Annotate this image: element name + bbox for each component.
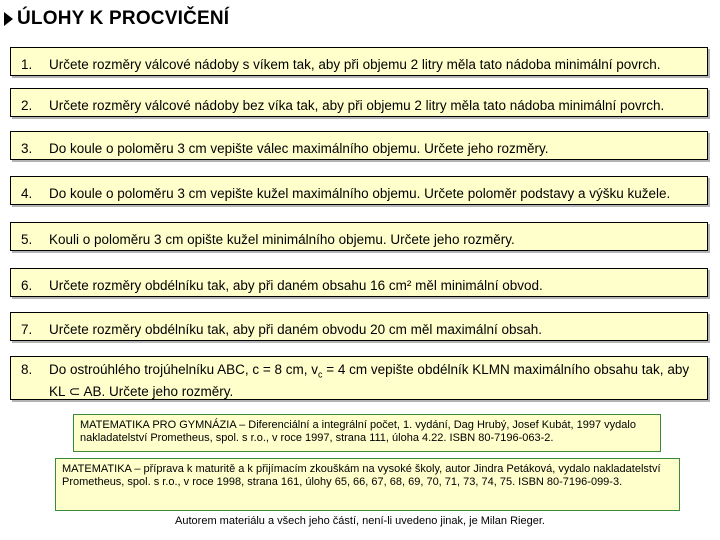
task-text-part: Do ostroúhlého trojúhelníku ABC, c = 8 cm, v [49,362,319,377]
task-text-part: AB. Určete jeho rozměry. [80,383,234,399]
task-number: 3. [21,141,33,156]
reference-2: MATEMATIKA – příprava k maturitě a k přijímacím zkouškám na vysoké školy, autor Jindra Petáková, vydalo nakladatelství Prometheus, spol. s r.o., v roce 1998, strana 161, úlohy 65, 66, 67, 68, 69, 70, 71, 73, 74, 75. ISBN 80-7196-099-3. [55,458,680,511]
task-number: 6. [21,278,33,293]
task-text: Určete rozměry válcové nádoby s víkem tak, aby při objemu 2 litry měla tato nádoba minimální povrch. [49,57,661,72]
page-title [4,8,229,30]
task-4 [10,176,708,205]
task-number: 7. [21,322,33,337]
task-text [49,362,697,400]
task-text: Určete rozměry obdélníku tak, aby při daném obsahu 16 cm² měl minimální obvod. [49,278,543,293]
subset-symbol: ⊂ [68,382,81,399]
task-number: 2. [21,98,33,113]
task-number: 4. [21,186,33,201]
subscript: c [318,369,323,380]
page-title-text: ÚLOHY K PROCVIČENÍ [17,8,230,29]
task-2 [10,88,708,117]
task-3 [10,131,708,160]
task-6 [10,268,708,297]
task-5 [10,222,708,251]
reference-1: MATEMATIKA PRO GYMNÁZIA – Diferenciální a integrální počet, 1. vydání, Dag Hrubý, Josef Kubát, 1997 vydalo nakladatelství Prometheus, spol. s r.o., v roce 1997, strana 111, úloha 4.22. ISBN 80-7196-063-2. [73,414,661,452]
task-number: 1. [21,57,33,72]
task-text: Určete rozměry obdélníku tak, aby při daném obvodu 20 cm měl maximální obsah. [49,322,542,337]
triangle-bullet-icon [4,12,13,26]
task-text: Do koule o poloměru 3 cm vepište kužel maximálního objemu. Určete poloměr podstavy a výšku kužele. [49,186,671,201]
task-text: Do koule o poloměru 3 cm vepište válec maximálního objemu. Určete jeho rozměry. [49,141,549,156]
task-8 [10,356,708,400]
task-text: Určete rozměry válcové nádoby bez víka tak, aby při objemu 2 litry měla tato nádoba minimální povrch. [49,98,665,113]
task-text-part: = 4 cm vepište obdélník KLMN maximálního obsahu tak, aby KL [49,362,690,399]
task-1 [10,47,708,76]
author-note: Autorem materiálu a všech jeho částí, není-li uvedeno jinak, je Milan Rieger. [175,515,545,527]
task-number: 8. [21,362,33,377]
task-text: Kouli o poloměru 3 cm opište kužel minimálního objemu. Určete jeho rozměry. [49,232,515,247]
task-number: 5. [21,232,33,247]
task-7 [10,312,708,341]
